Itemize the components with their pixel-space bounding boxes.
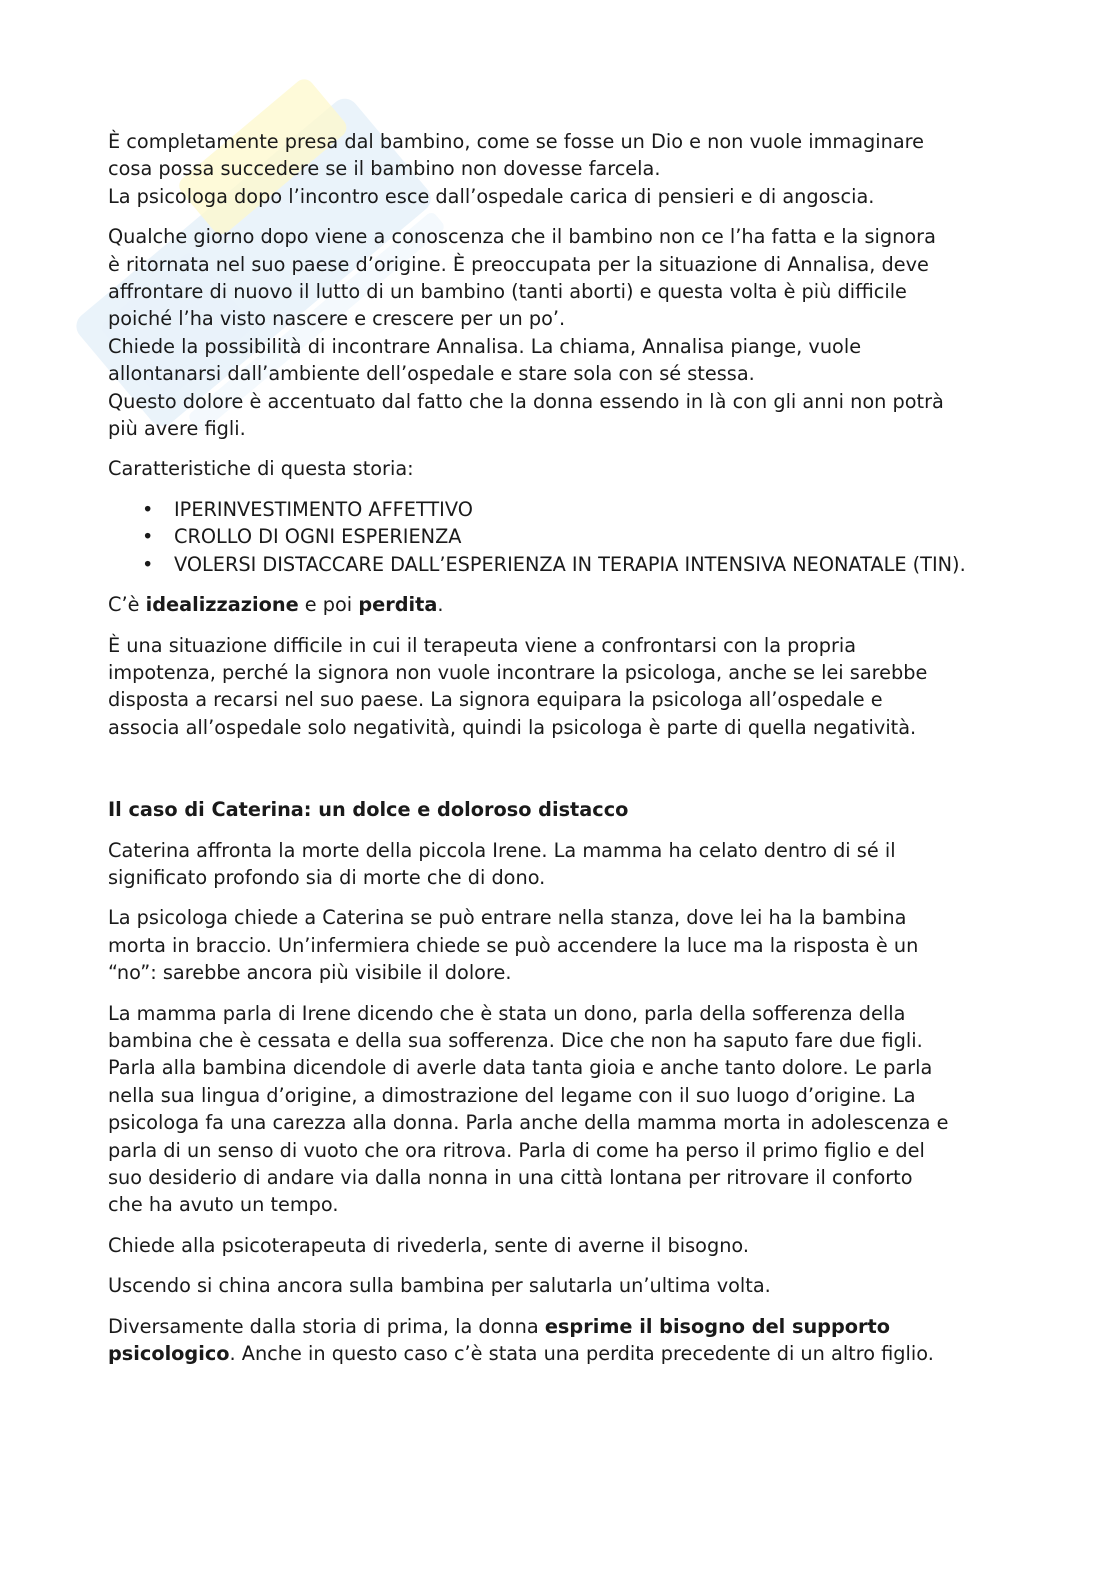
text-line: Uscendo si china ancora sulla bambina per salutarla un’ultima volta. (108, 1274, 771, 1298)
text-line: bambina che è cessata e della sua sofferenza. Dice che non ha saputo fare due figli. (108, 1028, 923, 1052)
bold-term: psicologico (108, 1342, 230, 1366)
text-line: Chiede la possibilità di incontrare Annalisa. La chiama, Annalisa piange, vuole (108, 334, 862, 358)
text-line: parla di un senso di vuoto che ora ritrova. Parla di come ha perso il primo figlio e del (108, 1138, 925, 1162)
text-line: nella sua lingua d’origine, a dimostrazione del legame con il suo luogo d’origine. La (108, 1083, 916, 1107)
text-line: Parla alla bambina dicendole di averle data tanta gioia e anche tanto dolore. Le parla (108, 1056, 933, 1080)
bold-term: idealizzazione (145, 593, 299, 617)
text-line: che ha avuto un tempo. (108, 1193, 339, 1217)
text-line: significato profondo sia di morte che di dono. (108, 865, 546, 889)
text-line: è ritornata nel suo paese d’origine. È preoccupata per la situazione di Annalisa, deve (108, 252, 929, 276)
bold-term: esprime il bisogno del supporto (544, 1314, 890, 1338)
text-run: . Anche in questo caso c’è stata una perdita precedente di un altro figlio. (229, 1342, 934, 1366)
text-line: La mamma parla di Irene dicendo che è stata un dono, parla della sofferenza della (108, 1001, 906, 1025)
paragraph-caterina-3 (108, 1000, 1008, 1219)
paragraph-caterina-4 (108, 1232, 1008, 1259)
text-line: cosa possa succedere se il bambino non dovesse farcela. (108, 157, 661, 181)
text-line: affrontare di nuovo il lutto di un bambino (tanti aborti) e questa volta è più difficile (108, 280, 907, 304)
bold-term: perdita (358, 593, 438, 617)
text-run: Diversamente dalla storia di prima, la donna (108, 1314, 545, 1338)
text-line: “no”: sarebbe ancora più visibile il dolore. (108, 961, 512, 985)
text-line: È completamente presa dal bambino, come se fosse un Dio e non vuole immaginare (108, 130, 925, 153)
paragraph-intro (108, 128, 1008, 210)
paragraph-final (108, 1313, 1008, 1368)
text-line: allontanarsi dall’ambiente dell’ospedale e stare sola con sé stessa. (108, 362, 755, 386)
text-line: suo desiderio di andare via dalla nonna in una città lontana per ritrovare il conforto (108, 1166, 913, 1189)
document-page (108, 128, 1008, 1380)
text-line: Questo dolore è accentuato dal fatto che la donna essendo in là con gli anni non potrà (108, 389, 944, 413)
text-line: Caterina affronta la morte della piccola Irene. La mamma ha celato dentro di sé il (108, 838, 896, 862)
paragraph-characteristics (108, 455, 1008, 482)
text-line: La psicologa dopo l’incontro esce dall’ospedale carica di pensieri e di angoscia. (108, 184, 875, 208)
text-line: Caratteristiche di questa storia: (108, 457, 414, 481)
text-line: disposta a recarsi nel suo paese. La signora equipara la psicologa all’ospedale e (108, 688, 883, 712)
text-line: più avere figli. (108, 417, 246, 441)
paragraph-idealization (108, 591, 1008, 618)
text-line: morta in braccio. Un’infermiera chiede se può accendere la luce ma la risposta è un (108, 933, 919, 957)
text-line: È una situazione difficile in cui il terapeuta viene a confrontarsi con la propria (108, 633, 857, 657)
text-line: impotenza, perché la signora non vuole incontrare la psicologa, anche se lei sarebbe (108, 660, 928, 684)
paragraph-caterina-1 (108, 837, 1008, 892)
text-line: La psicologa chiede a Caterina se può entrare nella stanza, dove lei ha la bambina (108, 906, 907, 930)
text-line: Chiede alla psicoterapeuta di rivederla, sente di averne il bisogno. (108, 1233, 749, 1257)
paragraph-caterina-5 (108, 1272, 1008, 1299)
section-spacer (108, 754, 1008, 796)
text-line: poiché l’ha visto nascere e crescere per un po’. (108, 307, 566, 331)
list-item: • IPERINVESTIMENTO AFFETTIVO (174, 496, 1008, 523)
text-run: e poi (298, 593, 359, 617)
section-title: Il caso di Caterina: un dolce e doloroso distacco (108, 798, 629, 822)
paragraph-caterina-2 (108, 904, 1008, 986)
text-run: . (437, 593, 444, 617)
paragraph-impotence (108, 632, 1008, 742)
text-line: psicologa fa una carezza alla donna. Parla anche della mamma morta in adolescenza e (108, 1111, 949, 1135)
paragraph-annalisa (108, 223, 1008, 442)
characteristics-list (108, 496, 1008, 578)
list-item: • CROLLO DI OGNI ESPERIENZA (174, 523, 1008, 550)
text-line: Qualche giorno dopo viene a conoscenza che il bambino non ce l’ha fatta e la signora (108, 225, 936, 249)
text-line: associa all’ospedale solo negatività, quindi la psicologa è parte di quella negatività. (108, 715, 917, 739)
text-run: C’è (108, 593, 146, 617)
list-item: • VOLERSI DISTACCARE DALL’ESPERIENZA IN TERAPIA INTENSIVA NEONATALE (TIN). (174, 551, 1008, 578)
